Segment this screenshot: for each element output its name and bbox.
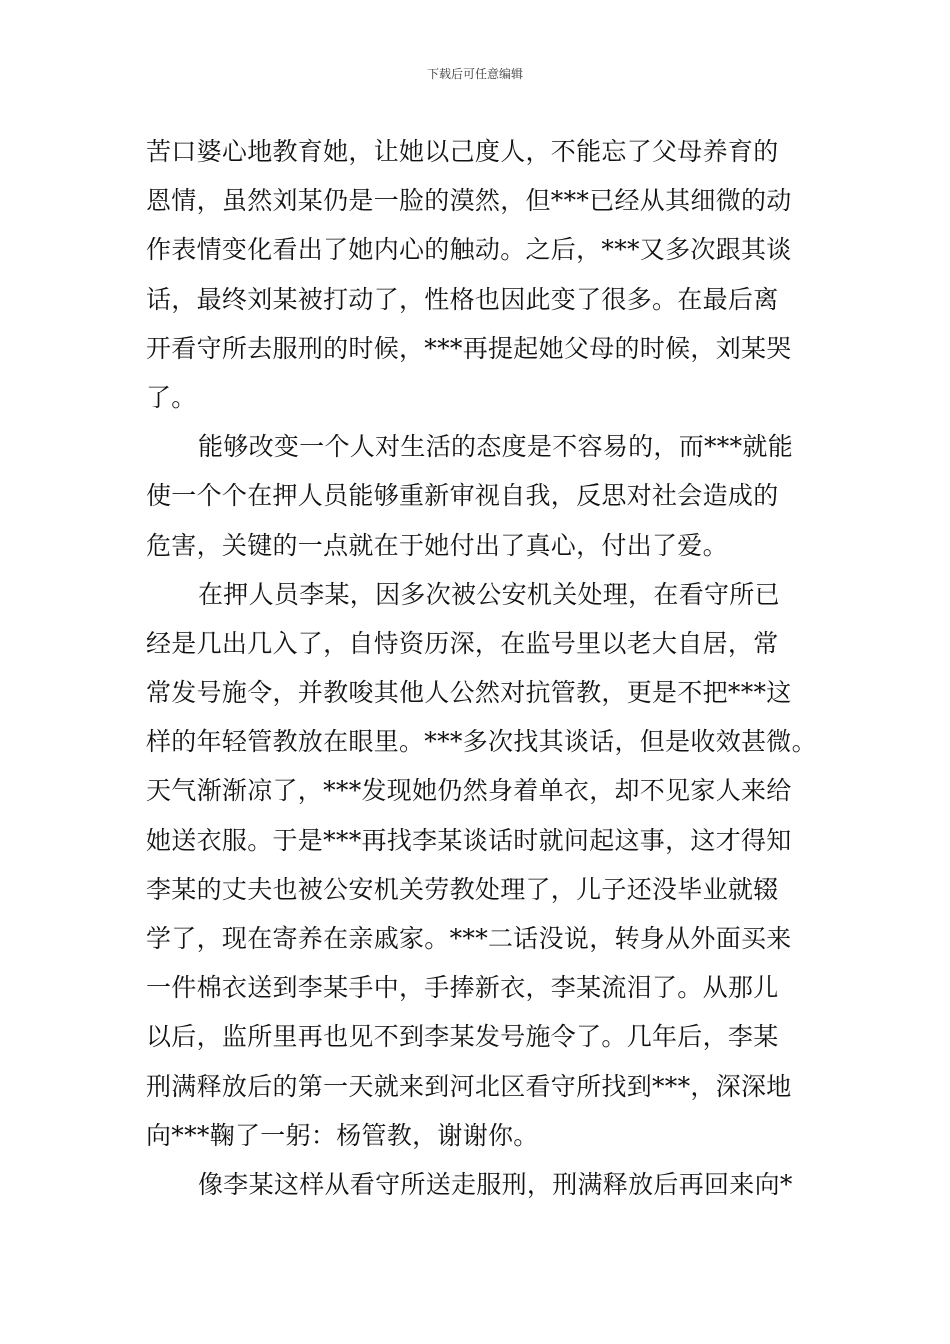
text-line: 常发号施令，并教唆其他人公然对抗管教，更是不把***这 xyxy=(146,678,792,708)
text-line: 样的年轻管教放在眼里。***多次找其谈话，但是收效甚微。 xyxy=(146,727,817,757)
text-line: 学了，现在寄养在亲戚家。***二话没说，转身从外面买来 xyxy=(146,924,792,953)
text-line: 经是几出几入了，自恃资历深，在监号里以老大自居，常 xyxy=(146,628,779,658)
text-line: 向***鞠了一躬：杨管教，谢谢你。 xyxy=(146,1120,539,1150)
text-line: 像李某这样从看守所送走服刑，刑满释放后再回来向* xyxy=(198,1169,793,1199)
page-header: 下载后可任意编辑 xyxy=(426,67,523,81)
text-line: 在押人员李某，因多次被公安机关处理，在看守所已 xyxy=(198,579,780,609)
text-line: 危害，关键的一点就在于她付出了真心，付出了爱。 xyxy=(146,530,728,560)
text-line: 话，最终刘某被打动了，性格也因此变了很多。在最后离 xyxy=(146,284,779,314)
text-line: 一件棉衣送到李某手中，手捧新衣，李某流泪了。从那儿 xyxy=(146,973,779,1003)
body-text xyxy=(146,127,816,1209)
text-line: 作表情变化看出了她内心的触动。之后，***又多次跟其谈 xyxy=(146,235,792,265)
text-line: 了。 xyxy=(146,382,197,412)
text-line: 李某的丈夫也被公安机关劳教处理了，儿子还没毕业就辍 xyxy=(146,874,779,904)
text-line: 恩情，虽然刘某仍是一脸的漠然，但***已经从其细微的动 xyxy=(146,186,792,216)
text-line: 能够改变一个人对生活的态度是不容易的，而***就能 xyxy=(198,432,794,462)
text-line: 使一个个在押人员能够重新审视自我，反思对社会造成的 xyxy=(146,481,779,511)
text-line: 刑满释放后的第一天就来到河北区看守所找到***，深深地 xyxy=(146,1071,792,1101)
text-line: 苦口婆心地教育她，让她以己度人，不能忘了父母养育的 xyxy=(146,137,779,166)
text-line: 以后，监所里再也见不到李某发号施令了。几年后，李某 xyxy=(146,1022,779,1052)
text-line: 开看守所去服刑的时候，***再提起她父母的时候，刘某哭 xyxy=(146,333,792,363)
text-line: 天气渐渐凉了，***发现她仍然身着单衣，却不见家人来给 xyxy=(146,776,792,806)
text-line: 她送衣服。于是***再找李某谈话时就问起这事，这才得知 xyxy=(146,825,792,855)
